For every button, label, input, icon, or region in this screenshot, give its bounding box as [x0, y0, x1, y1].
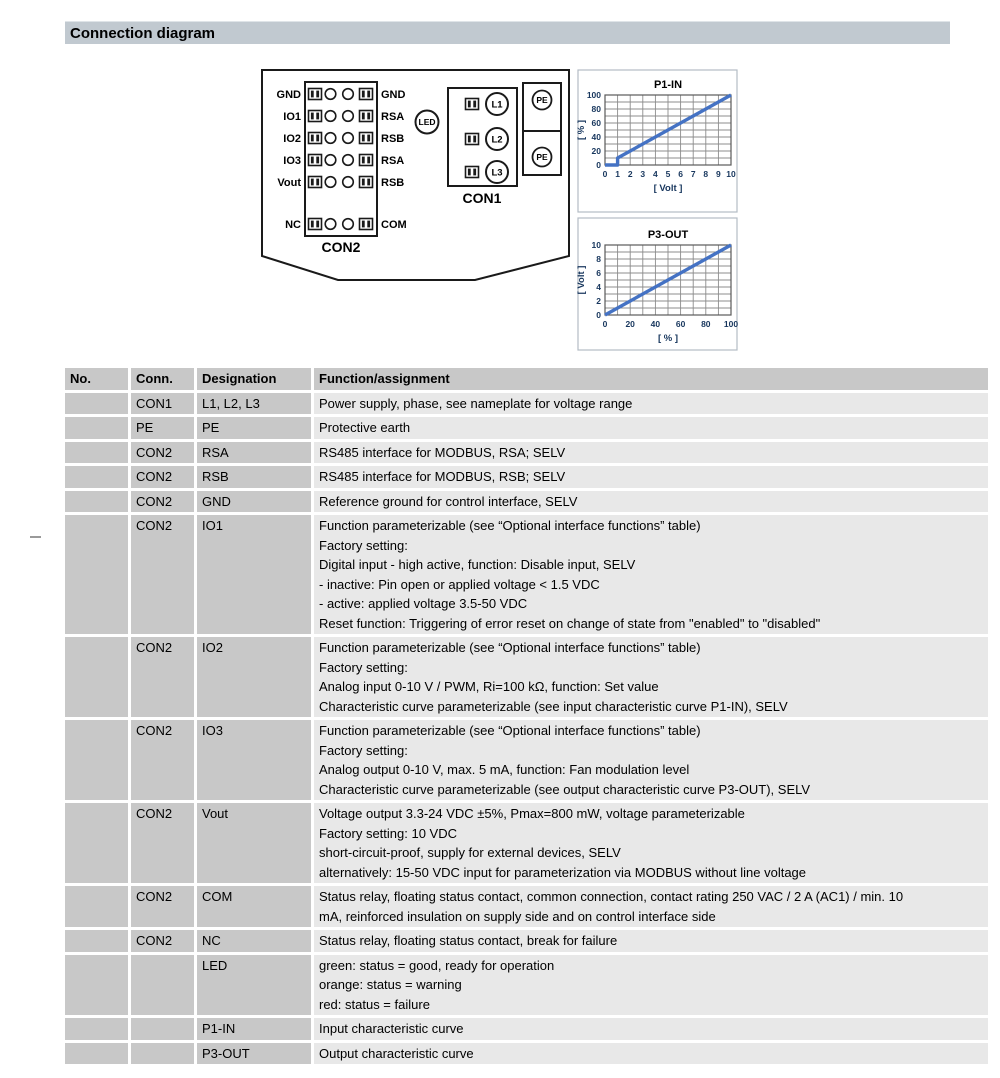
cell-function — [314, 466, 988, 488]
function-line: Reference ground for control interface, SELV — [319, 493, 578, 509]
function-line: Factory setting: — [319, 742, 408, 758]
terminal-icon — [309, 219, 322, 230]
cell-no — [65, 393, 128, 415]
con2-left-label: IO2 — [283, 133, 301, 145]
cell-conn: CON2 — [131, 515, 194, 634]
terminal-icon — [360, 111, 373, 122]
x-tick-label: 60 — [675, 319, 686, 329]
function-line: Factory setting: — [319, 537, 408, 553]
cell-no — [65, 1018, 128, 1040]
cell-conn: PE — [131, 417, 194, 439]
cell-function — [314, 515, 988, 634]
connection-diagram-figure — [0, 0, 1000, 365]
table-row — [65, 803, 988, 883]
x-tick-label: 0 — [602, 319, 608, 329]
cell-function — [314, 803, 988, 883]
function-line: red: status = failure — [319, 996, 430, 1012]
connection-table-body — [65, 393, 988, 1065]
table-header-row — [65, 368, 988, 390]
cell-conn: CON2 — [131, 886, 194, 927]
phase-label: L1 — [491, 99, 503, 111]
terminal-icon — [466, 167, 479, 178]
table-row — [65, 466, 988, 488]
function-line: green: status = good, ready for operation — [319, 957, 555, 973]
cell-no — [65, 930, 128, 952]
y-axis-label: [ Volt ] — [576, 265, 587, 295]
function-line: orange: status = warning — [319, 977, 462, 992]
terminal-icon — [309, 155, 322, 166]
cell-function — [314, 955, 988, 1016]
cell-conn: CON2 — [131, 637, 194, 717]
con2-right-label: RSA — [381, 155, 405, 167]
x-tick-label: 80 — [701, 319, 711, 329]
cell-designation: P1-IN — [197, 1018, 311, 1040]
cell-conn: CON2 — [131, 930, 194, 952]
con2-left-label: IO3 — [283, 155, 301, 167]
function-line: Function parameterizable (see “Optional interface functions” table) — [319, 518, 701, 533]
cell-conn — [131, 1018, 194, 1040]
x-tick-label: 0 — [602, 169, 608, 179]
cell-no — [65, 442, 128, 464]
table-row — [65, 637, 988, 717]
cell-conn: CON2 — [131, 720, 194, 800]
column-header-conn: Conn. — [131, 368, 194, 390]
con1-label: CON1 — [462, 190, 502, 206]
cell-designation: GND — [197, 491, 311, 513]
function-line: Status relay, floating status contact, common connection, contact rating 250 VAC / 2 A (AC1) / min. 10 — [319, 889, 904, 904]
function-line: Analog output 0-10 V, max. 5 mA, function: Fan modulation level — [319, 762, 690, 777]
cell-conn: CON2 — [131, 466, 194, 488]
table-row — [65, 886, 988, 927]
function-line: Status relay, floating status contact, break for failure — [319, 933, 618, 948]
x-tick-label: 6 — [678, 169, 683, 179]
function-line: Power supply, phase, see nameplate for voltage range — [319, 395, 633, 411]
cell-no — [65, 955, 128, 1016]
y-tick-label: 8 — [596, 254, 601, 264]
x-axis-label: [ % ] — [657, 333, 679, 344]
cell-designation: IO2 — [197, 637, 311, 717]
function-line: Factory setting: — [319, 659, 408, 675]
function-line: Characteristic curve parameterizable (see input characteristic curve P1-IN), SELV — [319, 698, 788, 714]
cell-conn: CON2 — [131, 803, 194, 883]
cell-designation: RSA — [197, 442, 311, 464]
function-line: Reset function: Triggering of error reset on change of state from "enabled" to "disabled" — [319, 615, 821, 631]
cell-designation: P3-OUT — [197, 1043, 311, 1065]
function-line: Output characteristic curve — [319, 1045, 474, 1061]
terminal-icon — [309, 111, 322, 122]
cell-function — [314, 1043, 988, 1065]
cell-conn: CON2 — [131, 491, 194, 513]
cell-function — [314, 1018, 988, 1040]
cell-no — [65, 466, 128, 488]
con2-left-label: NC — [285, 219, 301, 231]
column-header-no: No. — [65, 368, 128, 390]
y-tick-label: 0 — [596, 310, 601, 320]
x-tick-label: 100 — [723, 319, 739, 329]
phase-label: L2 — [491, 134, 503, 146]
cell-designation: LED — [197, 955, 311, 1016]
y-tick-label: 40 — [591, 132, 601, 142]
x-tick-label: 5 — [665, 169, 671, 179]
cell-function — [314, 930, 988, 952]
x-tick-label: 2 — [627, 169, 633, 179]
cell-function — [314, 637, 988, 717]
x-tick-label: 7 — [690, 169, 696, 179]
y-tick-label: 0 — [596, 160, 601, 170]
function-line: Function parameterizable (see “Optional interface functions” table) — [319, 640, 701, 655]
table-row — [65, 442, 988, 464]
function-line: Digital input - high active, function: Disable input, SELV — [319, 557, 636, 572]
margin-mark — [30, 536, 41, 538]
con2-left-label: GND — [276, 89, 301, 101]
function-line: alternatively: 15-50 VDC input for parameterization via MODBUS without line voltage — [319, 864, 807, 880]
led-indicator — [416, 111, 439, 134]
cell-designation: Vout — [197, 803, 311, 883]
terminal-icon — [309, 133, 322, 144]
y-tick-label: 100 — [586, 90, 601, 100]
cell-conn: CON2 — [131, 442, 194, 464]
table-row — [65, 1043, 988, 1065]
column-header-function: Function/assignment — [314, 368, 988, 390]
x-tick-label: 40 — [650, 319, 661, 329]
table-row — [65, 393, 988, 415]
terminal-icon — [360, 155, 373, 166]
con2-right-label: GND — [381, 89, 406, 101]
cell-designation: COM — [197, 886, 311, 927]
function-line: - active: applied voltage 3.5-50 VDC — [319, 596, 528, 611]
table-row — [65, 515, 988, 634]
function-line: short-circuit-proof, supply for external devices, SELV — [319, 845, 621, 860]
terminal-icon — [360, 133, 373, 144]
con2-right-label: RSB — [381, 133, 405, 145]
chart-p1-in — [576, 70, 737, 212]
cell-function — [314, 417, 988, 439]
y-tick-label: 4 — [596, 282, 601, 292]
y-tick-label: 6 — [596, 268, 601, 278]
table-row — [65, 417, 988, 439]
cell-function — [314, 442, 988, 464]
x-tick-label: 20 — [625, 319, 635, 329]
y-tick-label: 2 — [596, 296, 601, 306]
led-label: LED — [418, 117, 436, 127]
table-row — [65, 720, 988, 800]
cell-designation: IO3 — [197, 720, 311, 800]
terminal-icon — [360, 177, 373, 188]
con2-right-label: RSA — [381, 111, 405, 123]
chart-p3-out — [576, 218, 738, 350]
terminal-icon — [360, 219, 373, 230]
cell-function — [314, 393, 988, 415]
cell-no — [65, 515, 128, 634]
terminal-icon — [309, 177, 322, 188]
phase-label: L3 — [491, 167, 503, 179]
connection-table — [62, 365, 991, 1067]
chart-title: P1-IN — [653, 79, 683, 91]
x-tick-label: 3 — [640, 169, 646, 179]
table-row — [65, 930, 988, 952]
function-line: Factory setting: 10 VDC — [319, 825, 457, 841]
x-tick-label: 1 — [615, 169, 620, 179]
x-tick-label: 8 — [703, 169, 709, 179]
y-axis-label: [ % ] — [576, 119, 587, 141]
con2-right-label: COM — [381, 219, 407, 231]
cell-conn — [131, 1043, 194, 1065]
cell-no — [65, 417, 128, 439]
cell-designation: NC — [197, 930, 311, 952]
cell-no — [65, 803, 128, 883]
cell-designation: L1, L2, L3 — [197, 393, 311, 415]
cell-conn: CON1 — [131, 393, 194, 415]
table-row — [65, 491, 988, 513]
cell-no — [65, 637, 128, 717]
pe-label: PE — [536, 152, 548, 162]
table-row — [65, 1018, 988, 1040]
cell-designation: IO1 — [197, 515, 311, 634]
function-line: RS485 interface for MODBUS, RSB; SELV — [319, 469, 566, 484]
cell-no — [65, 491, 128, 513]
table-row — [65, 955, 988, 1016]
function-line: - inactive: Pin open or applied voltage < 1.5 VDC — [319, 576, 600, 592]
pe-label: PE — [536, 95, 548, 105]
con2-left-label: IO1 — [283, 111, 301, 123]
terminal-icon — [309, 89, 322, 100]
y-tick-label: 10 — [591, 240, 601, 250]
cell-no — [65, 886, 128, 927]
function-line: Input characteristic curve — [319, 1021, 464, 1036]
cell-no — [65, 720, 128, 800]
function-line: Characteristic curve parameterizable (see output characteristic curve P3-OUT), SELV — [319, 781, 811, 797]
terminal-icon — [466, 99, 479, 110]
x-tick-label: 9 — [716, 169, 721, 179]
cell-function — [314, 886, 988, 927]
cell-designation: PE — [197, 417, 311, 439]
column-header-designation: Designation — [197, 368, 311, 390]
function-line: RS485 interface for MODBUS, RSA; SELV — [319, 444, 566, 460]
function-line: Protective earth — [319, 420, 411, 435]
function-line: Function parameterizable (see “Optional interface functions” table) — [319, 723, 701, 738]
y-tick-label: 20 — [591, 146, 601, 156]
function-line: mA, reinforced insulation on supply side and on control interface side — [319, 908, 716, 924]
con2-right-label: RSB — [381, 177, 405, 189]
cell-designation: RSB — [197, 466, 311, 488]
con2-left-label: Vout — [277, 177, 301, 189]
connection-table-head — [65, 368, 988, 390]
terminal-icon — [466, 134, 479, 145]
x-axis-label: [ Volt ] — [653, 183, 683, 194]
x-tick-label: 4 — [653, 169, 658, 179]
chart-title: P3-OUT — [647, 229, 689, 241]
con2-label: CON2 — [321, 239, 361, 255]
function-line: Analog input 0-10 V / PWM, Ri=100 kΩ, function: Set value — [319, 679, 659, 694]
page-title: Connection diagram — [70, 24, 216, 42]
y-tick-label: 60 — [591, 118, 601, 128]
y-tick-label: 80 — [591, 104, 601, 114]
cell-function — [314, 491, 988, 513]
cell-function — [314, 720, 988, 800]
x-tick-label: 10 — [726, 169, 736, 179]
function-line: Voltage output 3.3-24 VDC ±5%, Pmax=800 mW, voltage parameterizable — [319, 806, 745, 821]
terminal-icon — [360, 89, 373, 100]
cell-no — [65, 1043, 128, 1065]
cell-conn — [131, 955, 194, 1016]
